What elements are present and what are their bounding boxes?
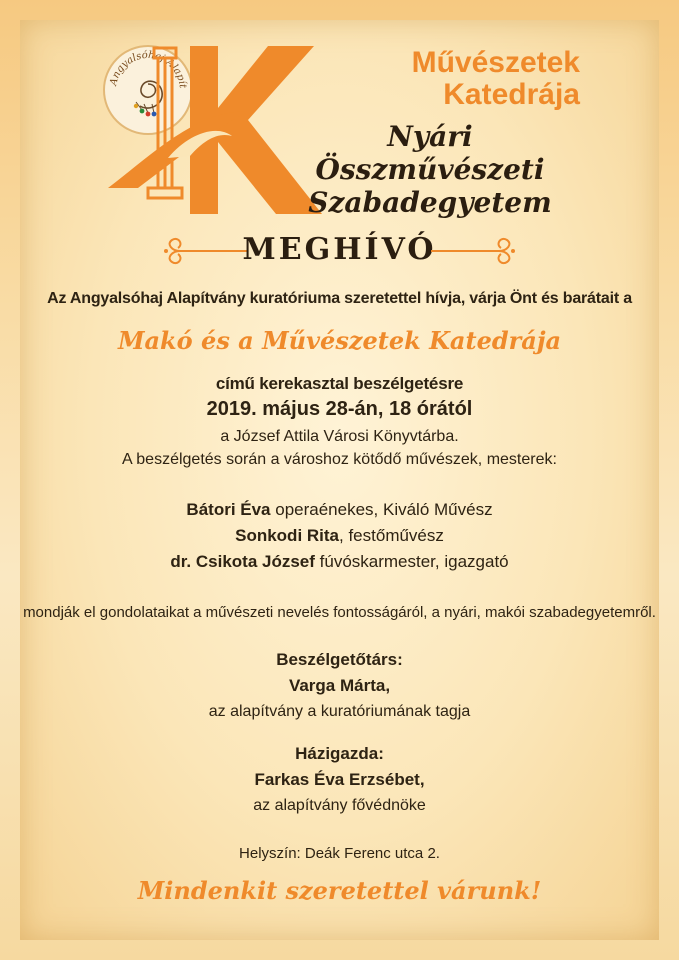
event-date: 2019. május 28-án, 18 órától bbox=[206, 398, 473, 420]
closing-text: Mindenkit szeretettel várunk! bbox=[137, 876, 542, 905]
right-ornament-icon bbox=[429, 236, 519, 266]
participant-3 bbox=[0, 552, 679, 572]
subtitle-line-1: Nyári Összművészeti bbox=[315, 120, 545, 186]
brand-line-2: Katedrája bbox=[443, 78, 580, 111]
participant-2-name: Sonkodi Rita bbox=[235, 526, 340, 545]
invitation-intro: Az Angyalsóhaj Alapítvány kuratóriuma szeretettel hívja, várja Önt és barátait a bbox=[47, 290, 632, 307]
logo-ring-text: Angyalsóhaj Alapít bbox=[108, 49, 188, 89]
moderator-label: Beszélgetőtárs: bbox=[276, 650, 403, 669]
participant-1-role: operaénekes, Kiváló Művész bbox=[270, 500, 493, 519]
subtitle bbox=[270, 120, 590, 219]
participant-1 bbox=[0, 500, 679, 520]
participant-2 bbox=[0, 526, 679, 546]
moderator-role: az alapítvány a kuratóriumának tagja bbox=[208, 703, 471, 720]
subtitle-line-2: Szabadegyetem bbox=[308, 186, 552, 219]
host-name: Farkas Éva Erzsébet, bbox=[254, 770, 425, 789]
participant-3-name: dr. Csikota József bbox=[170, 552, 315, 571]
location-text: Helyszín: Deák Ferenc utca 2. bbox=[239, 845, 440, 862]
event-type: című kerekasztal beszélgetésre bbox=[215, 374, 464, 393]
moderator-name: Varga Márta, bbox=[288, 676, 391, 695]
host-role: az alapítvány fővédnöke bbox=[253, 797, 426, 814]
invitation-heading: MEGHÍVÓ bbox=[242, 232, 437, 267]
participant-1-name: Bátori Éva bbox=[186, 500, 271, 519]
host-label: Házigazda: bbox=[295, 744, 384, 763]
brand-title bbox=[360, 47, 580, 111]
participant-3-role: fúvóskarmester, igazgató bbox=[314, 552, 509, 571]
topic-text: mondják el gondolataikat a művészeti nevelés fontosságáról, a nyári, makói szabadegyetemről. bbox=[23, 604, 656, 621]
event-venue: a József Attila Városi Könyvtárba. bbox=[220, 428, 459, 445]
participants-intro: A beszélgetés során a városhoz kötődő művészek, mesterek: bbox=[122, 451, 557, 468]
event-title: Makó és a Művészetek Katedrája bbox=[117, 326, 562, 355]
participant-2-role: , festőművész bbox=[339, 526, 444, 545]
brand-line-1: Művészetek bbox=[411, 46, 580, 79]
